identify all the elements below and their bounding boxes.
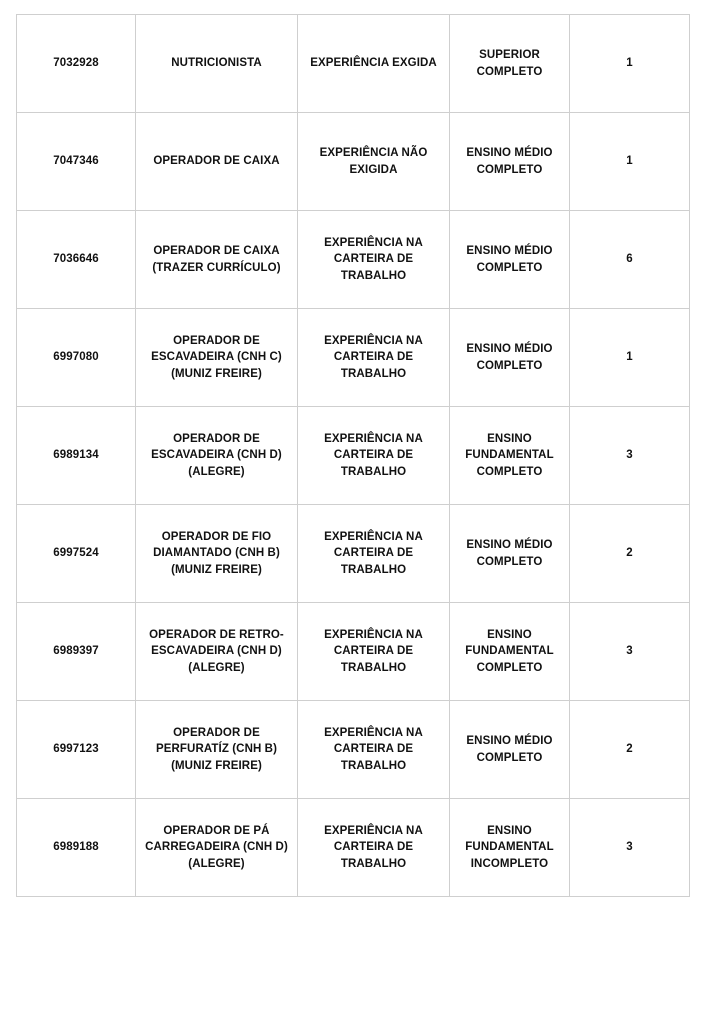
education-cell: ENSINO MÉDIO COMPLETO bbox=[450, 211, 570, 309]
job-code-cell: 7032928 bbox=[17, 15, 136, 113]
education-cell: ENSINO FUNDAMENTAL INCOMPLETO bbox=[450, 799, 570, 897]
vacancies-cell: 6 bbox=[570, 211, 690, 309]
vacancies-cell: 2 bbox=[570, 701, 690, 799]
job-title-cell: NUTRICIONISTA bbox=[136, 15, 298, 113]
table-row bbox=[17, 603, 690, 701]
experience-cell: EXPERIÊNCIA NA CARTEIRA DE TRABALHO bbox=[298, 211, 450, 309]
education-cell: ENSINO MÉDIO COMPLETO bbox=[450, 113, 570, 211]
experience-cell: EXPERIÊNCIA NA CARTEIRA DE TRABALHO bbox=[298, 799, 450, 897]
job-code-cell: 6997524 bbox=[17, 505, 136, 603]
vacancies-cell: 1 bbox=[570, 15, 690, 113]
job-code-cell: 6997080 bbox=[17, 309, 136, 407]
job-title-cell: OPERADOR DE PERFURATÍZ (CNH B) (MUNIZ FREIRE) bbox=[136, 701, 298, 799]
job-title-cell: OPERADOR DE RETRO-ESCAVADEIRA (CNH D) (ALEGRE) bbox=[136, 603, 298, 701]
vacancies-cell: 2 bbox=[570, 505, 690, 603]
vacancies-cell: 3 bbox=[570, 603, 690, 701]
experience-cell: EXPERIÊNCIA NÃO EXIGIDA bbox=[298, 113, 450, 211]
table-row bbox=[17, 701, 690, 799]
job-listings-table bbox=[16, 14, 690, 897]
education-cell: ENSINO MÉDIO COMPLETO bbox=[450, 309, 570, 407]
job-title-cell: OPERADOR DE FIO DIAMANTADO (CNH B) (MUNIZ FREIRE) bbox=[136, 505, 298, 603]
education-cell: SUPERIOR COMPLETO bbox=[450, 15, 570, 113]
education-cell: ENSINO MÉDIO COMPLETO bbox=[450, 701, 570, 799]
experience-cell: EXPERIÊNCIA NA CARTEIRA DE TRABALHO bbox=[298, 309, 450, 407]
vacancies-cell: 1 bbox=[570, 309, 690, 407]
table-row bbox=[17, 15, 690, 113]
job-title-cell: OPERADOR DE CAIXA (TRAZER CURRÍCULO) bbox=[136, 211, 298, 309]
vacancies-cell: 1 bbox=[570, 113, 690, 211]
experience-cell: EXPERIÊNCIA NA CARTEIRA DE TRABALHO bbox=[298, 407, 450, 505]
job-title-cell: OPERADOR DE ESCAVADEIRA (CNH C) (MUNIZ FREIRE) bbox=[136, 309, 298, 407]
vacancies-cell: 3 bbox=[570, 407, 690, 505]
table-row bbox=[17, 407, 690, 505]
experience-cell: EXPERIÊNCIA NA CARTEIRA DE TRABALHO bbox=[298, 603, 450, 701]
job-title-cell: OPERADOR DE CAIXA bbox=[136, 113, 298, 211]
job-code-cell: 6997123 bbox=[17, 701, 136, 799]
job-listings-table-wrapper bbox=[16, 14, 690, 897]
table-row bbox=[17, 799, 690, 897]
table-row bbox=[17, 505, 690, 603]
job-code-cell: 7047346 bbox=[17, 113, 136, 211]
education-cell: ENSINO FUNDAMENTAL COMPLETO bbox=[450, 603, 570, 701]
job-title-cell: OPERADOR DE ESCAVADEIRA (CNH D) (ALEGRE) bbox=[136, 407, 298, 505]
education-cell: ENSINO MÉDIO COMPLETO bbox=[450, 505, 570, 603]
job-code-cell: 6989397 bbox=[17, 603, 136, 701]
table-row bbox=[17, 309, 690, 407]
job-title-cell: OPERADOR DE PÁ CARREGADEIRA (CNH D) (ALEGRE) bbox=[136, 799, 298, 897]
job-code-cell: 6989134 bbox=[17, 407, 136, 505]
table-row bbox=[17, 113, 690, 211]
experience-cell: EXPERIÊNCIA EXGIDA bbox=[298, 15, 450, 113]
experience-cell: EXPERIÊNCIA NA CARTEIRA DE TRABALHO bbox=[298, 505, 450, 603]
table-row bbox=[17, 211, 690, 309]
vacancies-cell: 3 bbox=[570, 799, 690, 897]
education-cell: ENSINO FUNDAMENTAL COMPLETO bbox=[450, 407, 570, 505]
job-code-cell: 6989188 bbox=[17, 799, 136, 897]
experience-cell: EXPERIÊNCIA NA CARTEIRA DE TRABALHO bbox=[298, 701, 450, 799]
job-code-cell: 7036646 bbox=[17, 211, 136, 309]
